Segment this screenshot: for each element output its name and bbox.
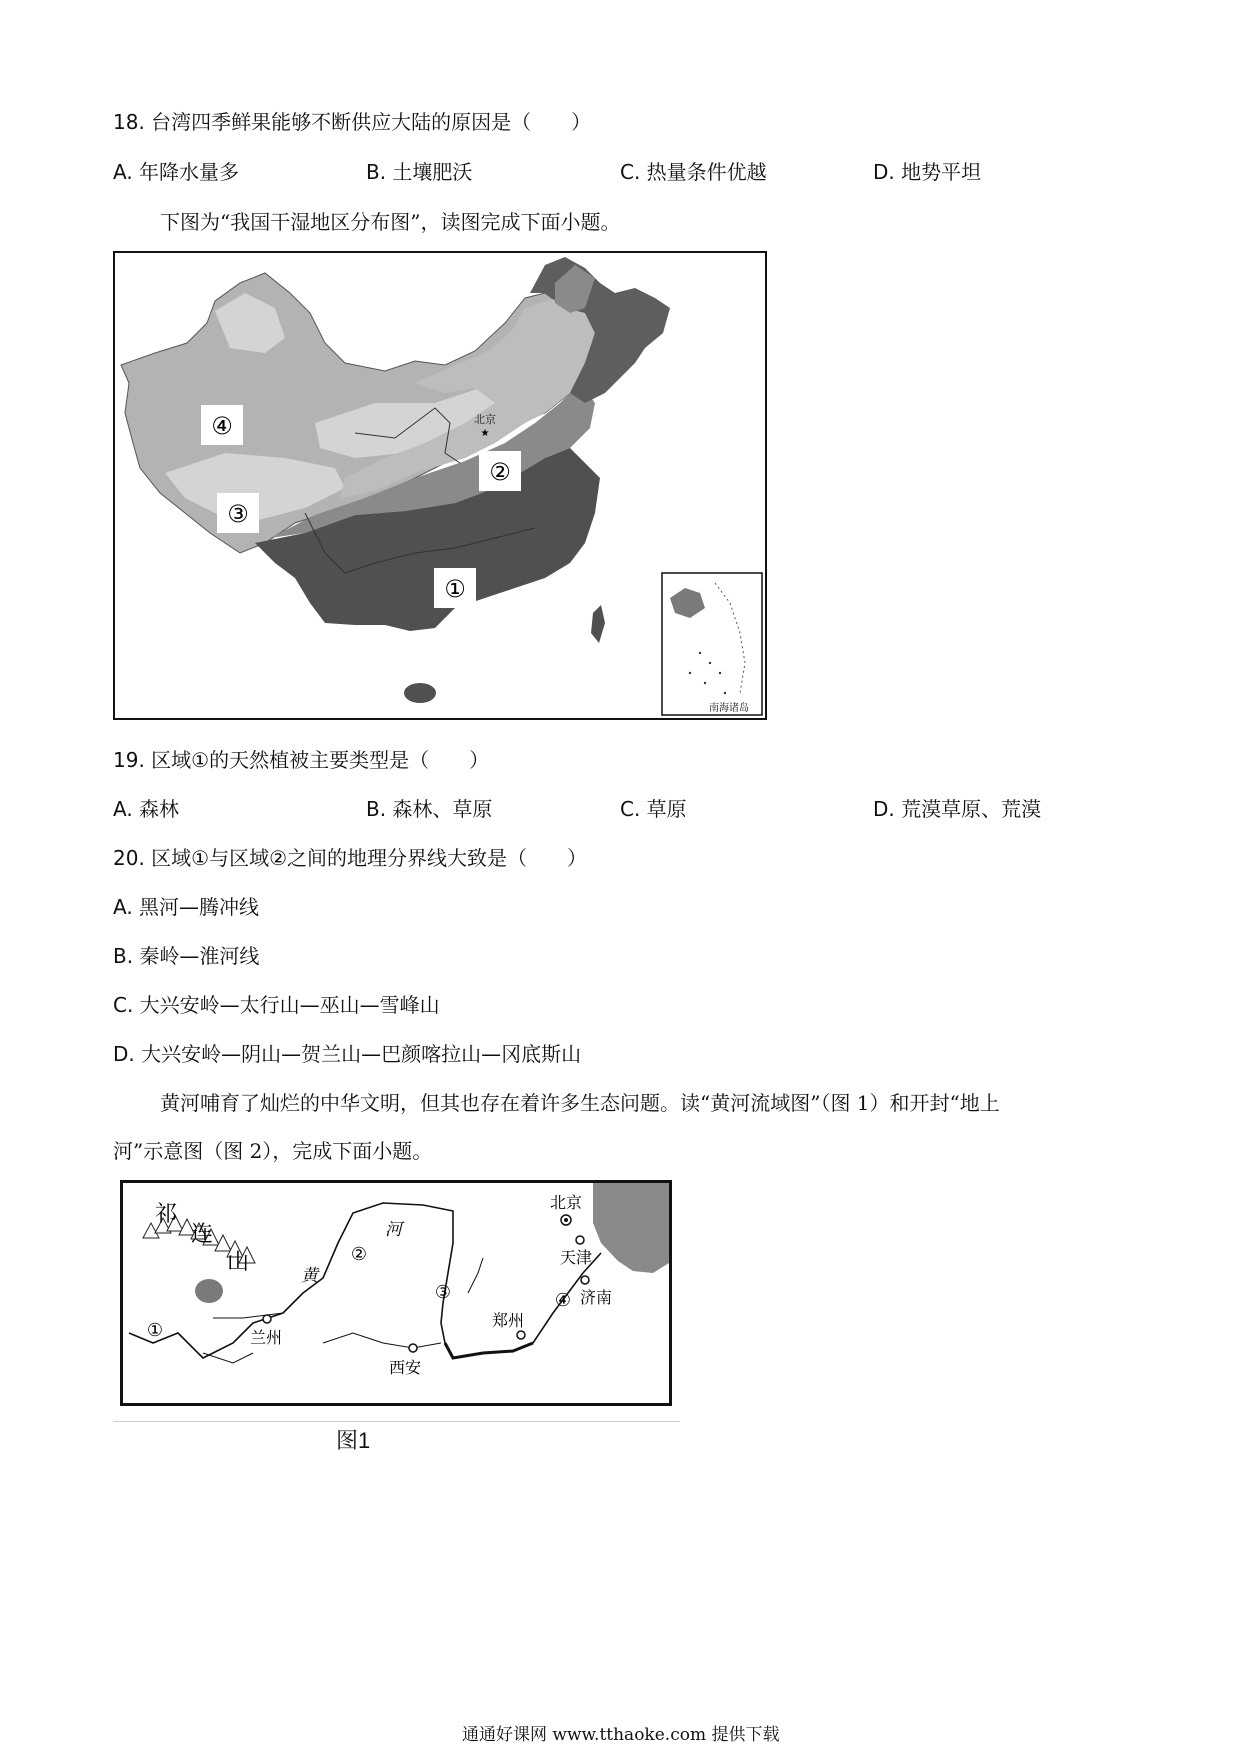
region-label-1: ① (444, 575, 466, 603)
beijing-label: 北京 (474, 413, 496, 426)
q18-stem: 18. 台湾四季鲜果能够不断供应大陆的原因是（ ） (113, 110, 592, 134)
q20-stem: 20. 区域①与区域②之间的地理分界线大致是（ ） (113, 846, 588, 870)
zhengzhou-marker (517, 1331, 525, 1339)
qilian-label-shan: 山 (227, 1250, 250, 1275)
beijing-star-icon: ★ (480, 428, 490, 439)
page-footer: 通通好课网 www.tthaoke.com 提供下载 (462, 1725, 780, 1745)
city-lanzhou: 兰州 (249, 1328, 283, 1347)
map2-circle-4: ④ (554, 1290, 572, 1311)
q20-option-d: D. 大兴安岭—阴山—贺兰山—巴颜喀拉山—冈底斯山 (113, 1042, 582, 1066)
figure-caption: 图1 (336, 1428, 371, 1453)
intro-map2-line1: 黄河哺育了灿烂的中华文明，但其也存在着许多生态问题。读“黄河流域图”（图 1）和开封“地上 (160, 1091, 1000, 1115)
qinghai-lake (195, 1279, 223, 1303)
yellow-river-map-graphic (123, 1183, 669, 1403)
region-label-2: ② (489, 458, 511, 486)
map2-circle-3: ③ (434, 1282, 452, 1303)
tianjin-marker (576, 1236, 584, 1244)
q19-option-b: B. 森林、草原 (366, 797, 493, 821)
river-label-he: 河 (385, 1220, 402, 1240)
q19-option-c: C. 草原 (620, 797, 687, 821)
intro-map1: 下图为“我国干湿地区分布图”，读图完成下面小题。 (160, 210, 621, 234)
yellow-river-map (120, 1180, 672, 1406)
q18-option-c: C. 热量条件优越 (620, 160, 767, 184)
qilian-label-qi: 祁 (155, 1202, 178, 1227)
city-tianjin: 天津 (559, 1248, 593, 1267)
city-zhengzhou: 郑州 (491, 1311, 525, 1330)
q19-option-d: D. 荒漠草原、荒漠 (873, 797, 1042, 821)
xian-marker (409, 1344, 417, 1352)
river-label-huang: 黄 (301, 1266, 318, 1286)
lanzhou-marker (263, 1315, 271, 1323)
dry-wet-map (113, 251, 767, 720)
hainan-island (404, 683, 436, 703)
qilian-label-lian: 连 (191, 1222, 214, 1247)
sea-area (593, 1183, 669, 1273)
q18-option-b: B. 土壤肥沃 (366, 160, 473, 184)
q20-option-c: C. 大兴安岭—太行山—巫山—雪峰山 (113, 993, 440, 1017)
q18-option-a: A. 年降水量多 (113, 160, 240, 184)
dry-wet-map-graphic (115, 253, 765, 718)
inset-label: 南海诸岛 (709, 703, 749, 714)
q20-option-b: B. 秦岭—淮河线 (113, 944, 260, 968)
q19-stem: 19. 区域①的天然植被主要类型是（ ） (113, 748, 490, 772)
q18-option-d: D. 地势平坦 (873, 160, 982, 184)
region-label-4: ④ (211, 412, 233, 440)
q19-option-a: A. 森林 (113, 797, 180, 821)
city-jinan: 济南 (579, 1288, 613, 1307)
city-xian: 西安 (388, 1358, 422, 1377)
figure-divider (113, 1421, 680, 1422)
map2-circle-2: ② (350, 1244, 368, 1265)
intro-map2-line2: 河”示意图（图 2），完成下面小题。 (113, 1139, 433, 1163)
map2-circle-1: ① (146, 1320, 164, 1341)
city-beijing: 北京 (549, 1193, 583, 1212)
jinan-marker (581, 1276, 589, 1284)
taiwan-island (591, 605, 605, 643)
q20-option-a: A. 黑河—腾冲线 (113, 895, 260, 919)
region-label-3: ③ (227, 500, 249, 528)
